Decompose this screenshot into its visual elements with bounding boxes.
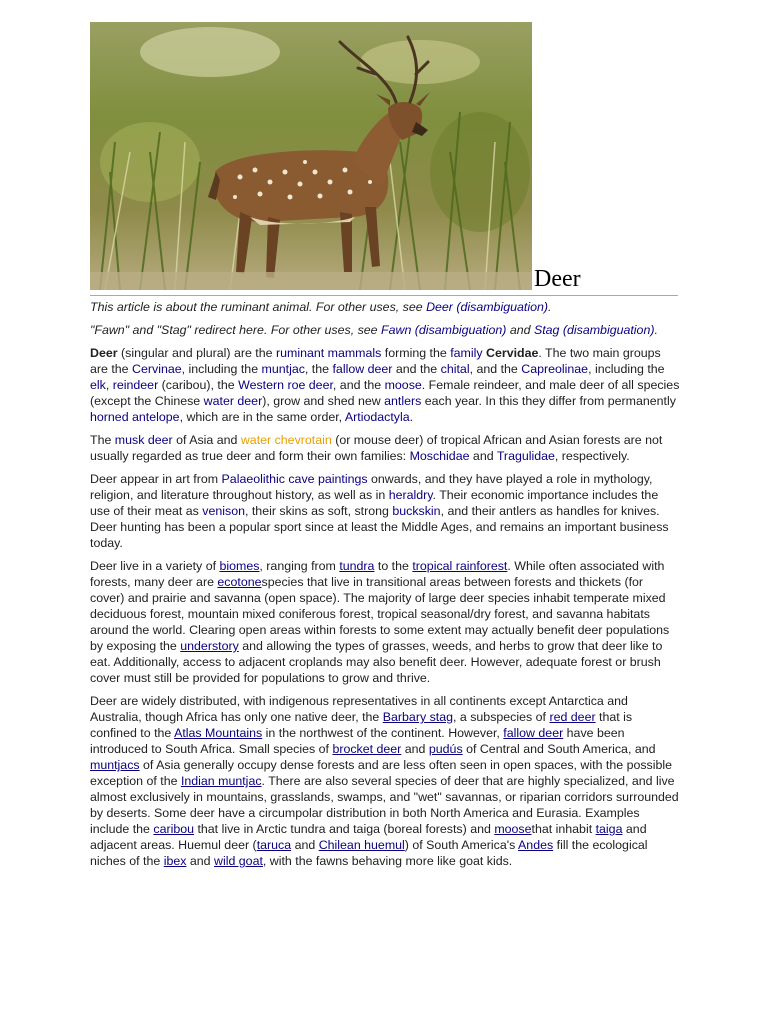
text-run: , and the	[469, 362, 522, 376]
text-run: and	[291, 838, 319, 852]
article-link[interactable]: Barbary stag	[382, 710, 453, 724]
text-run: (singular and plural) are the	[117, 346, 276, 360]
article-link[interactable]: Chilean huemul	[318, 838, 405, 852]
article-link[interactable]: Palaeolithic cave paintings	[221, 472, 368, 486]
link-stag-disambiguation[interactable]: Stag (disambiguation)	[533, 323, 655, 337]
text-run: . The two main groups are the	[90, 346, 661, 376]
paragraph-habitat	[90, 558, 680, 686]
text-run: , respectively.	[554, 449, 630, 463]
text-run: ) of South America's	[404, 838, 519, 852]
article-link[interactable]: water deer	[203, 394, 263, 408]
article-link[interactable]: biomes	[219, 559, 260, 573]
paragraph-distribution	[90, 693, 680, 869]
article-link[interactable]: buckskin	[392, 504, 441, 518]
text-run: of Asia generally occupy dense forests and are less often seen in open spaces, with the possible exception of the	[90, 758, 673, 788]
paragraph-culture	[90, 471, 680, 551]
article-link[interactable]: horned antelope	[90, 410, 180, 424]
hatnote-redirect	[90, 322, 680, 338]
text-run: . Female reindeer, and male deer of all species (except the Chinese	[90, 378, 680, 408]
text-run: and	[186, 854, 214, 868]
hatnote-text: "Fawn" and "Stag" redirect here. For other uses, see	[90, 323, 382, 337]
article-link[interactable]: wild goat	[214, 854, 263, 868]
article-link[interactable]: Cervinae	[132, 362, 182, 376]
text-run: , the	[304, 362, 333, 376]
article-link[interactable]: muntjac	[261, 362, 305, 376]
text-run: Deer appear in art from	[90, 472, 222, 486]
article-link[interactable]: ruminant mammals	[275, 346, 382, 360]
text-run: that live in Arctic tundra and taiga (boreal forests) and	[194, 822, 495, 836]
text-run: Deer are widely distributed, with indigenous representatives in all continents except Antarctica and Australia, though Africa has only one native deer, the	[90, 694, 628, 724]
text-run: that inhabit	[531, 822, 596, 836]
text-run: , with the fawns behaving more like goat kids.	[262, 854, 513, 868]
article-link[interactable]: Artiodactyla	[344, 410, 410, 424]
article-body	[90, 299, 680, 876]
text-run: , and their antlers as handles for knives. Deer hunting has been a popular sport since at least the Middle Ages, and remains an important business today.	[90, 504, 669, 550]
article-link[interactable]: elk	[90, 378, 106, 392]
article-link[interactable]: understory	[180, 639, 239, 653]
text-run: , and the	[332, 378, 385, 392]
article-link[interactable]: taiga	[595, 822, 623, 836]
article-link[interactable]: taruca	[256, 838, 292, 852]
article-link[interactable]: fallow deer	[332, 362, 393, 376]
title-divider	[90, 295, 678, 296]
article-link[interactable]: ibex	[163, 854, 187, 868]
text-run: fill the ecological niches of the	[90, 838, 648, 868]
paragraph-intro	[90, 345, 680, 425]
text-run: and adjacent areas. Huemul deer (	[90, 822, 647, 852]
text-run: , ranging from	[259, 559, 340, 573]
hatnote-disambiguation	[90, 299, 680, 315]
text-run: . Their economic importance includes the use of their meat as	[90, 488, 659, 518]
hatnote-text: and	[506, 323, 534, 337]
article-link[interactable]: reindeer	[112, 378, 159, 392]
article-link[interactable]: brocket deer	[332, 742, 402, 756]
article-link[interactable]: caribou	[153, 822, 195, 836]
text-run: , a subspecies of	[453, 710, 550, 724]
text-run: of Asia and	[172, 433, 241, 447]
hatnote-text: This article is about the ruminant animal. For other uses, see	[90, 300, 427, 314]
article-link[interactable]: Western roe deer	[238, 378, 333, 392]
text-run: in the northwest of the continent. However,	[262, 726, 504, 740]
text-run: Deer live in a variety of	[90, 559, 220, 573]
article-link[interactable]: moose	[494, 822, 532, 836]
article-link[interactable]: venison	[202, 504, 245, 518]
article-link-visited[interactable]: water chevrotain	[240, 433, 332, 447]
article-link[interactable]: tropical rainforest	[412, 559, 508, 573]
article-link[interactable]: moose	[384, 378, 422, 392]
text-run: and	[469, 449, 497, 463]
bold-term: Deer	[90, 346, 118, 360]
bold-term: Cervidae	[486, 346, 539, 360]
article-link[interactable]: muntjacs	[90, 758, 140, 772]
article-link[interactable]: family	[450, 346, 483, 360]
article-link[interactable]: ecotone	[217, 575, 262, 589]
text-run: , including the	[181, 362, 262, 376]
text-run: onwards, and they have played a role in mythology, religion, and literature throughout history, as well as in	[90, 472, 653, 502]
deer-photo	[90, 22, 532, 290]
article-link[interactable]: Andes	[518, 838, 554, 852]
text-run: ), grow and shed new	[262, 394, 385, 408]
link-deer-disambiguation[interactable]: Deer (disambiguation)	[426, 300, 548, 314]
hatnote-text: .	[654, 323, 658, 337]
article-link[interactable]: fallow deer	[503, 726, 564, 740]
text-run: that is confined to the	[90, 710, 633, 740]
paragraph-related-families	[90, 432, 680, 464]
link-fawn-disambiguation[interactable]: Fawn (disambiguation)	[381, 323, 507, 337]
text-run: , which are in the same order,	[179, 410, 345, 424]
article-link[interactable]: Tragulidae	[496, 449, 555, 463]
text-run: ,	[105, 378, 113, 392]
text-run: to the	[374, 559, 413, 573]
text-run: , including the	[588, 362, 665, 376]
text-run: The	[90, 433, 115, 447]
article-link[interactable]: heraldry	[388, 488, 433, 502]
text-run: (or mouse deer) of tropical African and Asian forests are not usually regarded as true deer and form their own families:	[90, 433, 663, 463]
hatnote-text: .	[547, 300, 552, 314]
article-link[interactable]: red deer	[549, 710, 596, 724]
article-link[interactable]: chital	[440, 362, 470, 376]
article-link[interactable]: Capreolinae	[521, 362, 589, 376]
article-link[interactable]: tundra	[339, 559, 375, 573]
text-run: species that live in transitional areas between forests and thickets (for cover) and prairie and savanna (open space). The majority of large deer species inhabit temperate mixed deciduous forest, mountain mixed coniferous forest, tropical seasonal/dry forest, and savanna habitats around the world. Clearing open areas within forests to some extent may actually benefit deer populations by exposing the	[90, 575, 670, 653]
text-run: of Central and South America, and	[462, 742, 656, 756]
article-link[interactable]: Atlas Mountains	[174, 726, 263, 740]
text-run: (caribou), the	[158, 378, 239, 392]
text-run: . There are also several species of deer that are highly specialized, and live almost exclusively in mountains, grasslands, swamps, and "wet" savannas, or riparian corridors surrounded by deserts. Some deer have a circumpolar distribution in both North America and Eurasia. Examples include the	[90, 774, 679, 836]
article-link[interactable]: antlers	[384, 394, 422, 408]
text-run: .	[409, 410, 414, 424]
article-link[interactable]: musk deer	[114, 433, 173, 447]
text-run: have been introduced to South Africa. Small species of	[90, 726, 625, 756]
article-link[interactable]: Indian muntjac	[180, 774, 262, 788]
text-run: and allowing the types of grasses, weeds, and herbs to grow that deer like to eat. Additionally, access to adjacent croplands may also benefit deer. However, adequate forest or brush cover must still be provided for populations to grow and thrive.	[90, 639, 663, 685]
page-title: Deer	[534, 266, 581, 292]
text-run: , their skins as soft, strong	[244, 504, 393, 518]
text-run: . While often associated with forests, many deer are	[90, 559, 665, 589]
text-run: forming the	[381, 346, 451, 360]
text-run: each year. In this they differ from permanently	[421, 394, 676, 408]
text-run: and	[401, 742, 429, 756]
deer-photo-illustration	[90, 22, 532, 290]
article-link[interactable]: pudús	[428, 742, 463, 756]
article-link[interactable]: Moschidae	[409, 449, 470, 463]
text-run: and the	[392, 362, 441, 376]
